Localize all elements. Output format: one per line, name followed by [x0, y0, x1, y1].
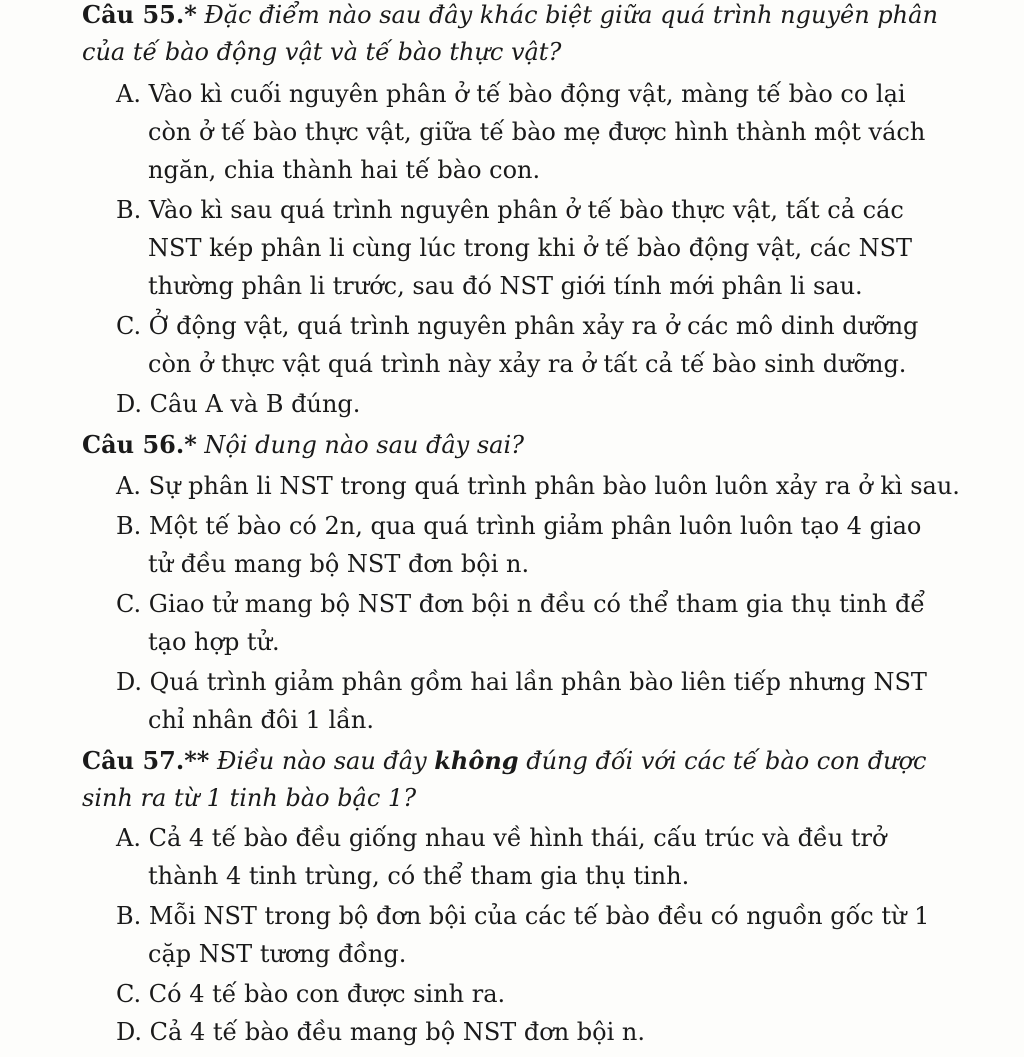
option-text-line: NST kép phân li cùng lúc trong khi ở tế bào động vật, các NST [148, 234, 913, 262]
prompt-part: đúng đối với các tế bào con được [518, 747, 927, 775]
option-letter: B. [116, 902, 142, 930]
option-letter: B. [116, 196, 142, 224]
question-55-option-c [116, 312, 918, 340]
option-text-line: thường phân li trước, sau đó NST giới tính mới phân li sau. [148, 272, 863, 300]
option-text-line: Cả 4 tế bào đều mang bộ NST đơn bội n. [149, 1018, 645, 1046]
option-letter: D. [116, 390, 143, 418]
option-letter: C. [116, 312, 142, 340]
option-text-line: Một tế bào có 2n, qua quá trình giảm phân luôn luôn tạo 4 giao [148, 512, 922, 540]
question-57-option-c [116, 980, 505, 1008]
question-55-prompt-line2: của tế bào động vật và tế bào thực vật? [82, 38, 562, 66]
option-text-line: thành 4 tinh trùng, có thể tham gia thụ tinh. [148, 862, 690, 890]
question-55-title: Câu 55.* [82, 0, 197, 29]
option-text-line: Cả 4 tế bào đều giống nhau về hình thái, cấu trúc và đều trở [148, 824, 887, 852]
option-text-line: Giao tử mang bộ NST đơn bội n đều có thể tham gia thụ tinh để [148, 590, 926, 618]
question-57-option-a [116, 824, 886, 852]
option-text-line: tạo hợp tử. [148, 628, 280, 656]
option-text-line: Vào kì sau quá trình nguyên phân ở tế bào thực vật, tất cả các [148, 196, 904, 224]
question-55-option-a [116, 80, 906, 108]
question-57-title: Câu 57.** [82, 746, 210, 775]
question-57-prompt-line1 [217, 747, 927, 775]
option-letter: D. [116, 668, 143, 696]
option-text-line: chỉ nhân đôi 1 lần. [148, 706, 374, 734]
option-text-line: tử đều mang bộ NST đơn bội n. [148, 550, 530, 578]
option-text-line: còn ở tế bào thực vật, giữa tế bào mẹ được hình thành một vách [148, 118, 926, 146]
question-57-prompt-line2: sinh ra từ 1 tinh bào bậc 1? [82, 784, 417, 812]
option-letter: D. [116, 1018, 143, 1046]
question-56-option-c [116, 590, 925, 618]
question-56-option-a [116, 472, 960, 500]
question-56-title: Câu 56.* [82, 430, 197, 459]
option-text-line: Ở động vật, quá trình nguyên phân xảy ra ở các mô dinh dưỡng [148, 312, 919, 340]
option-text-line: còn ở thực vật quá trình này xảy ra ở tất cả tế bào sinh dưỡng. [148, 350, 907, 378]
option-text-line: Câu A và B đúng. [149, 390, 361, 418]
question-56-header [82, 430, 524, 459]
option-text-line: Sự phân li NST trong quá trình phân bào luôn luôn xảy ra ở kì sau. [148, 472, 960, 500]
option-text-line: Mỗi NST trong bộ đơn bội của các tế bào đều có nguồn gốc từ 1 [148, 902, 930, 930]
question-56-option-b [116, 512, 921, 540]
question-55-option-b [116, 196, 904, 224]
question-55-option-d [116, 390, 360, 418]
option-letter: C. [116, 590, 142, 618]
prompt-emphasis: không [434, 746, 519, 775]
question-57-header [82, 746, 926, 775]
question-56-prompt: Nội dung nào sau đây sai? [204, 431, 525, 459]
question-55-header [82, 0, 938, 29]
prompt-part: Điều nào sau đây [216, 747, 435, 775]
option-letter: C. [116, 980, 142, 1008]
option-letter: A. [116, 80, 141, 108]
option-letter: A. [116, 824, 141, 852]
option-text-line: ngăn, chia thành hai tế bào con. [148, 156, 541, 184]
option-letter: B. [116, 512, 142, 540]
option-text-line: Vào kì cuối nguyên phân ở tế bào động vật, màng tế bào co lại [148, 80, 906, 108]
option-letter: A. [116, 472, 141, 500]
question-55-prompt-line1: Đặc điểm nào sau đây khác biệt giữa quá trình nguyên phân [204, 1, 938, 29]
option-text-line: Có 4 tế bào con được sinh ra. [148, 980, 506, 1008]
option-text-line: Quá trình giảm phân gồm hai lần phân bào liên tiếp nhưng NST [149, 668, 927, 696]
question-57-option-d [116, 1018, 645, 1046]
question-57-option-b [116, 902, 929, 930]
question-56-option-d [116, 668, 927, 696]
option-text-line: cặp NST tương đồng. [148, 940, 407, 968]
